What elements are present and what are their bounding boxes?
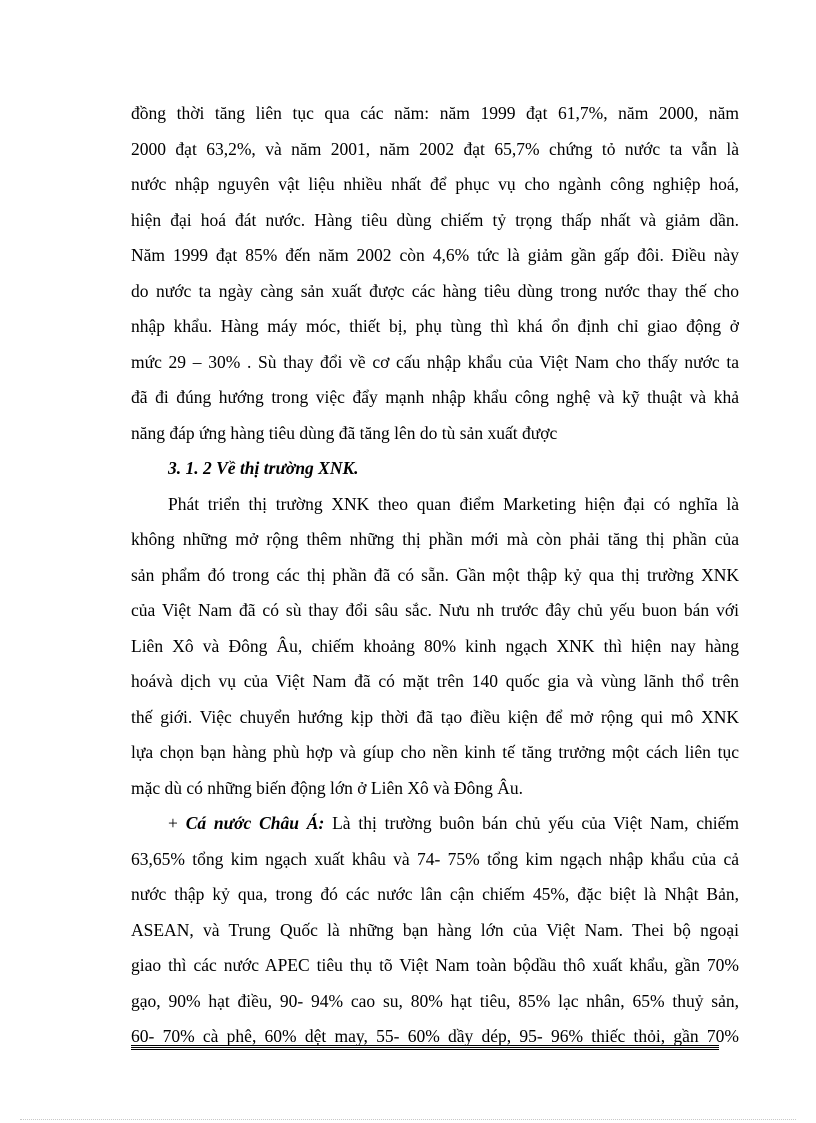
body-text — [131, 96, 739, 1055]
paragraph-line: sản phẩm đó trong các thị phần đã có sẵn. Gần một thập kỷ qua thị trường XNK — [131, 564, 739, 585]
paragraph-line: của Việt Nam đã có sù thay đổi sâu sắc. Nưu nh trước đây chủ yếu buon bán với — [131, 600, 739, 620]
paragraph-line: thế giới. Việc chuyển hướng kịp thời đã tạo điều kiện để mở rộng qui mô XNK — [131, 706, 739, 727]
paragraph-line: 60- 70% cà phê, 60% dệt may, 55- 60% dầy dép, 95- 96% thiếc thỏi, gần 70% — [131, 1026, 739, 1046]
paragraph-line-lead — [131, 806, 739, 842]
paragraph-line: hoávà dịch vụ của Việt Nam đã có mặt trên 140 quốc gia và vùng lãnh thổ trên — [131, 671, 739, 691]
paragraph-line: Liên Xô và Đông Âu, chiếm khoảng 80% kinh ngạch XNK thì hiện nay hàng — [131, 635, 739, 656]
paragraph-line: mặc dù có những biến động lớn ở Liên Xô và Đông Âu. — [131, 777, 524, 798]
paragraph-line: lựa chọn bạn hàng phù hợp và gíup cho nền kinh tế tăng trưởng một cách liên tục — [131, 742, 739, 762]
section-heading: 3. 1. 2 Về thị trường XNK. — [168, 458, 359, 478]
paragraph-line: đồng thời tăng liên tục qua các năm: năm 1999 đạt 61,7%, năm 2000, năm — [131, 103, 739, 123]
footer-divider — [131, 1045, 719, 1050]
paragraph-line: ASEAN, và Trung Quốc là những bạn hàng lớn của Việt Nam. Thei bộ ngoại — [131, 919, 739, 940]
page-edge-divider — [20, 1119, 796, 1120]
bullet-prefix: + — [168, 813, 186, 833]
paragraph-line: giao thì các nước APEC tiêu thụ tõ Việt Nam toàn bộdầu thô xuất khẩu, gần 70% — [131, 955, 739, 975]
paragraph-line: đã đi đúng hướng trong việc đẩy mạnh nhập khẩu công nghệ và kỹ thuật và khả — [131, 387, 739, 407]
paragraph-line: Năm 1999 đạt 85% đến năm 2002 còn 4,6% tức là giảm gần gấp đôi. Điều này — [131, 245, 739, 265]
paragraph-line: do nước ta ngày càng sản xuất được các hàng tiêu dùng trong nước thay thế cho — [131, 280, 739, 301]
paragraph-line: không những mở rộng thêm những thị phần mới mà còn phải tăng thị phần của — [131, 529, 739, 549]
paragraph-line: Phát triển thị trường XNK theo quan điểm Marketing hiện đại có nghĩa là — [168, 493, 739, 514]
paragraph-line: 63,65% tổng kim ngạch xuất khâu và 74- 75% tổng kim ngạch nhập khẩu của cả — [131, 848, 739, 869]
region-label-asia: Cá nước Châu Á: — [185, 813, 325, 833]
paragraph-line: mức 29 – 30% . Sù thay đổi về cơ cấu nhập khẩu của Việt Nam cho thấy nước ta — [131, 351, 739, 372]
paragraph-line: 2000 đạt 63,2%, và năm 2001, năm 2002 đạt 65,7% chứng tỏ nước ta vẫn là — [131, 138, 739, 159]
paragraph-line: năng đáp ứng hàng tiêu dùng đã tăng lên do tù sản xuất được — [131, 422, 558, 443]
paragraph-line: gạo, 90% hạt điều, 90- 94% cao su, 80% hạt tiêu, 85% lạc nhân, 65% thuỷ sản, — [131, 990, 739, 1011]
paragraph-line: nước thập kỷ qua, trong đó các nước lân cận chiếm 45%, đặc biệt là Nhật Bản, — [131, 884, 739, 904]
paragraph-text: Là thị trường buôn bán chủ yếu của Việt Nam, chiếm — [324, 813, 739, 833]
paragraph-line: nhập khẩu. Hàng máy móc, thiết bị, phụ tùng thì khá ổn định chỉ giao động ở — [131, 316, 739, 336]
paragraph-line: hiện đại hoá đát nước. Hàng tiêu dùng chiếm tỷ trọng thấp nhất và giảm dần. — [131, 209, 739, 230]
paragraph-line: nước nhập nguyên vật liệu nhiều nhất để phục vụ cho ngành công nghiệp hoá, — [131, 174, 739, 194]
